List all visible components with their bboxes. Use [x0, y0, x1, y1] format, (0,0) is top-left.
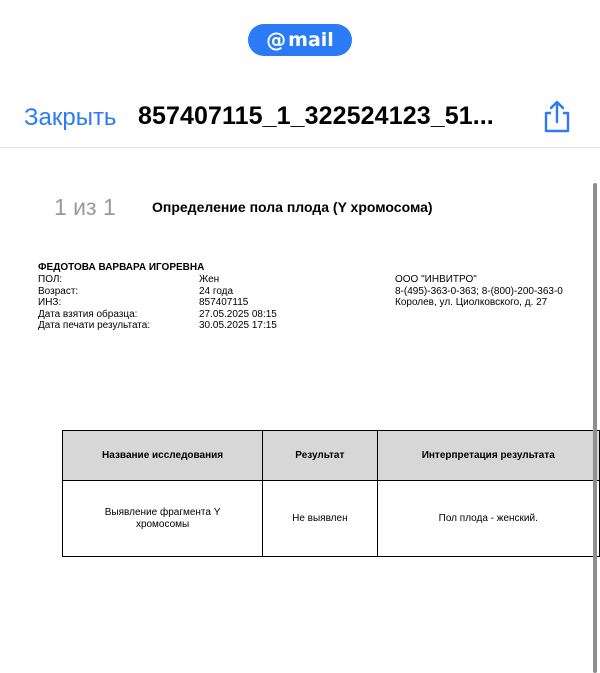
- patient-info-labels: [38, 274, 150, 332]
- cell-interpretation: Пол плода - женский.: [377, 481, 599, 557]
- table-header-row: [63, 431, 600, 481]
- sample-date-label: Дата взятия образца:: [38, 308, 138, 320]
- cell-result: Не выявлен: [263, 481, 377, 557]
- column-header-test-name: Название исследования: [63, 431, 263, 481]
- lab-info: [395, 274, 563, 309]
- sample-date-value: 27.05.2025 08:15: [199, 308, 277, 320]
- sex-label: ПОЛ:: [38, 274, 63, 285]
- share-button[interactable]: [540, 98, 574, 134]
- lab-address: Королев, ул. Циолковского, д. 27: [395, 297, 548, 309]
- inz-label: ИНЗ:: [38, 297, 62, 309]
- lab-phones: 8-(495)-363-0-363; 8-(800)-200-363-0: [395, 285, 563, 297]
- scrollbar[interactable]: [593, 183, 597, 673]
- mail-app-badge: [248, 24, 352, 56]
- page-indicator: 1 из 1: [54, 194, 116, 220]
- print-date-label: Дата печати результата:: [38, 320, 151, 332]
- sex-value: Жен: [199, 274, 220, 285]
- at-sign-icon: @: [266, 28, 287, 52]
- document-title: 857407115_1_322524123_51...: [138, 102, 494, 130]
- table-row: [63, 481, 600, 557]
- report-title: Определение пола плода (Y хромосома): [152, 199, 433, 215]
- patient-name: ФЕДОТОВА ВАРВАРА ИГОРЕВНА: [38, 262, 205, 273]
- patient-info-values: [199, 274, 277, 332]
- column-header-result: Результат: [263, 431, 377, 481]
- close-button[interactable]: Закрыть: [24, 104, 117, 131]
- age-value: 24 года: [199, 285, 234, 297]
- results-table: [62, 430, 600, 557]
- cell-test-name: Выявление фрагмента Y хромосомы: [63, 481, 263, 557]
- share-icon: [540, 98, 574, 134]
- document-viewer[interactable]: [0, 150, 600, 673]
- age-label: Возраст:: [38, 285, 79, 297]
- navigation-bar: [0, 92, 600, 148]
- column-header-interpretation: Интерпретация результата: [377, 431, 599, 481]
- lab-name: ООО "ИНВИТРО": [395, 274, 477, 285]
- inz-value: 857407115: [199, 297, 249, 309]
- mail-badge-label: mail: [288, 29, 334, 51]
- print-date-value: 30.05.2025 17:15: [199, 320, 277, 332]
